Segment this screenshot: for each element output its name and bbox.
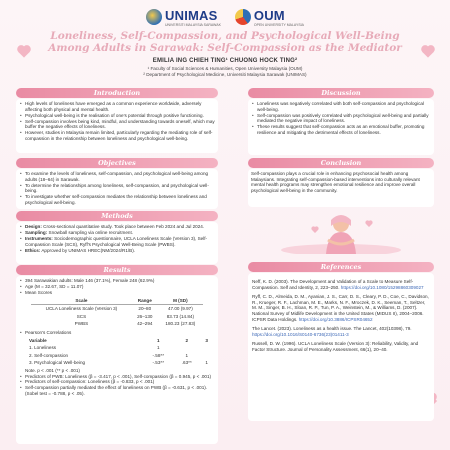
logo-bar [0,6,450,28]
list-item: • Pearson's Correlations [19,330,215,336]
method-label: Ethics: [25,247,41,253]
table-cell: 180.23 (27.83) [165,321,196,327]
table-cell: 26–130 [137,313,153,319]
methods-panel [16,222,218,264]
unimas-emblem-icon [146,9,162,25]
conclusion-text: Self-compassion plays a crucial role in enhancing psychosocial health among Malaysians. Integrating self-compassion-based interventions into culturally relevant mental health programs may strengthen emotional resilience and improve overall psychological well-being in the community. [251,171,420,193]
list-item: • To determine the relationships among loneliness, self-compassion, and psychological well-being. [19,183,215,194]
reference-text: Neff, K. D. (2003). The Development and Validation of a Scale to Measure Self-Compassion. Self and Identity, 2, 223–250. [252,279,414,290]
table-cell: 1 [205,360,208,366]
correlation-label-list [19,330,215,336]
references-panel [248,273,434,421]
poster-title: Loneliness, Self-Compassion, and Psychological Well-Being Among Adults in Sarawak: Self-Compassion as the Mediator [48,30,402,54]
reference-link[interactable]: https://doi.org/10.3886/ICPSR04652 [298,316,373,322]
table-row [31,320,203,328]
table-cell: 2. Self-compassion [29,352,69,358]
table-cell: UCLA Loneliness Scale (Version 3) [45,306,118,312]
list-item [19,224,215,230]
method-label: Sampling: [25,229,48,235]
results-intro-list [19,278,215,296]
table-cell: 3. Psychological Well-being [29,360,86,366]
discussion-list [251,101,431,135]
introduction-heading: Introduction [16,88,218,98]
table-cell: -.53** [152,360,164,366]
reference-text: The Lancet. (2023). Loneliness as a health issue. The Lancet, 402(10398), 79. [252,326,412,332]
list-item: • These results suggest that self-compassion acts as an emotional buffer, promoting resilience and mitigating the detrimental effects of loneliness. [251,124,431,135]
table-header-row [27,337,213,345]
list-item [19,248,215,254]
table-header: Range [132,297,158,305]
list-item: • Psychological well-being is the realisation of one's potential through positive functioning. [19,113,215,119]
table-row [27,359,213,367]
unimas-logo-text: UNIMAS [165,7,218,23]
self-hug-icon [252,210,430,254]
list-item [19,236,215,247]
list-item: • Predictors of PWB: Loneliness (β = -3.417, p < .001), Self-compassion (β = 0.945, p < .001) [19,374,215,380]
table-cell: 1. Loneliness [29,345,57,351]
table-cell: 1 [156,345,160,351]
methods-heading: Methods [16,211,218,221]
method-text: Sociodemographic questionnaire, UCLA Loneliness Scale (Version 3), Self-Compassion Scale (SCS), Ryff's Psychological Well-Being Scale (PWBS). [25,235,208,247]
method-text: Snowball sampling via online recruitment. [48,229,134,235]
authors: EMILIA ING CHIEH TING¹ CHUONG HOCK TING² [152,58,298,64]
mean-scores-table [31,297,203,328]
method-text: Approved by UNIMAS HREC(NM/2024/R1/B). [41,247,136,253]
table-cell: 47.00 (9.97) [167,306,193,312]
table-cell: PWBS [74,321,89,327]
table-row [27,352,213,360]
correlation-table [27,337,213,367]
reference-link[interactable]: https://doi.org/10.1080/15298860309027 [340,284,424,290]
hug-illustration [252,210,430,254]
method-label: Instruments: [25,235,53,241]
table-cell [200,352,213,360]
objectives-panel [16,169,218,209]
method-label: Design: [25,224,42,229]
table-row [31,313,203,321]
table-header: M (SD) [158,297,203,305]
table-cell: .63** [181,360,192,366]
list-item: • Self-compassion partially mediated the effect of loneliness on PWB (β = -0.631, p < .001). (Sobel test = -0.788, p < .05). [19,385,215,396]
method-text: Cross-sectional quantitative study. Took place between Feb 2024 and Jul 2024. [43,224,205,229]
reference-text: Russell, D. W. (1996). UCLA Loneliness Scale (Version 3): Reliability, Validity, and Factor Structure. Journal of Personality Assessment, 66(1), 20–40. [252,341,419,352]
table-row [27,344,213,352]
results-note: Note. p < .001 (** p < .001) [25,367,80,373]
conclusion-heading: Conclusion [248,158,434,168]
results-heading: Results [16,265,218,275]
list-item: • However, studies in Malaysia remain limited, particularly regarding the mediating role of self-compassion in the relationship between loneliness and psychological well-being. [19,130,215,141]
list-item: • High levels of loneliness have emerged as a common experience worldwide, adversely affecting both physical and mental health. [19,101,215,112]
references-heading: References [248,262,434,272]
list-item [19,230,215,236]
oum-logo-text: OUM [253,7,285,23]
reference-item [252,294,430,322]
affiliation-1: ¹ Faculty of Social Sciences & Humanities, Open University Malaysia (OUM) [147,66,303,71]
oum-logo [235,8,304,27]
heart-icon [18,46,29,57]
introduction-panel [16,99,218,153]
objectives-list [19,171,215,205]
heart-icon [422,46,433,57]
list-item: • To examine the levels of loneliness, self-compassion, and psychological well-being among adults (18–64) in Sarawak. [19,171,215,182]
oum-emblem-icon [235,9,251,25]
discussion-heading: Discussion [248,88,434,98]
table-header: 3 [205,337,208,343]
objectives-heading: Objectives [16,158,218,168]
unimas-logo [146,8,221,27]
table-cell [200,344,213,352]
table-header: Scale [31,297,132,305]
table-cell: 83.73 (14.84) [166,313,195,319]
table-header: 2 [185,337,189,343]
table-header: Variable [29,337,47,343]
list-item: • 394 Sarawakian adults: Male 146 (37.1%), Female 248 (62.9%) [19,278,215,284]
list-item: • Mean Scores [19,290,215,296]
table-cell [173,344,200,352]
list-item: • Predictors of self-compassion: Loneliness (β = -0.833, p < .001) [19,379,215,385]
unimas-logo-sub: UNIVERSITI MALAYSIA SARAWAK [165,22,221,27]
reference-link[interactable]: https://doi.org/10.1016/S0140-6736(23)01411-3 [252,331,349,337]
table-header-row [31,297,203,305]
table-cell: 42–294 [137,321,153,327]
table-cell: 1 [185,352,189,358]
list-item: • Age (M = 32.67, SD = 11.07) [19,284,215,290]
introduction-list [19,101,215,141]
affiliation-2: ² Department of Psychological Medicine, Universiti Malaysia Sarawak (UNIMAS) [143,72,307,77]
discussion-panel [248,99,434,155]
table-cell: -.58** [152,352,164,358]
list-item: • Self-compassion involves being kind, mindful, and understanding towards oneself, which may buffer the negative effects of loneliness. [19,119,215,130]
table-cell: 20–80 [138,306,152,312]
reference-text: Ryff, C. D., Almeida, D. M., Ayanian, J. S., Carr, D. S., Cleary, P. D., Coe, C., Davidson, R., Krueger, R. F., Lachman, M. E., Marks, N. F., Mroczek, D. K., Seeman, T., Seltzer, M. M., Singer, B. H., Sloan, R. P., Tun, P. A., Weinstein, M., & Williams, D. (2007). National Survey of Midlife Development in the United States (MIDUS II), 2004–2006. ICPSR Data Holdings. [252,294,429,322]
list-item: • Self-compassion was positively correlated with psychological well-being and partially mediated the negative impact of loneliness. [251,113,431,124]
conclusion-panel [248,169,434,207]
list-item: • To investigate whether self-compassion mediates the relationship between loneliness and psychological well-being. [19,194,215,205]
results-panel [16,276,218,444]
table-header: 1 [156,337,160,343]
list-item: • Loneliness was negatively correlated with both self-compassion and psychological well-being. [251,101,431,112]
methods-list [19,224,215,253]
results-findings-list [19,374,215,397]
table-cell: SCS [76,313,87,319]
reference-item [252,326,430,337]
oum-logo-sub: OPEN UNIVERSITY MALAYSIA [253,22,304,27]
reference-item [252,341,430,352]
table-row [31,305,203,313]
reference-item [252,279,430,290]
